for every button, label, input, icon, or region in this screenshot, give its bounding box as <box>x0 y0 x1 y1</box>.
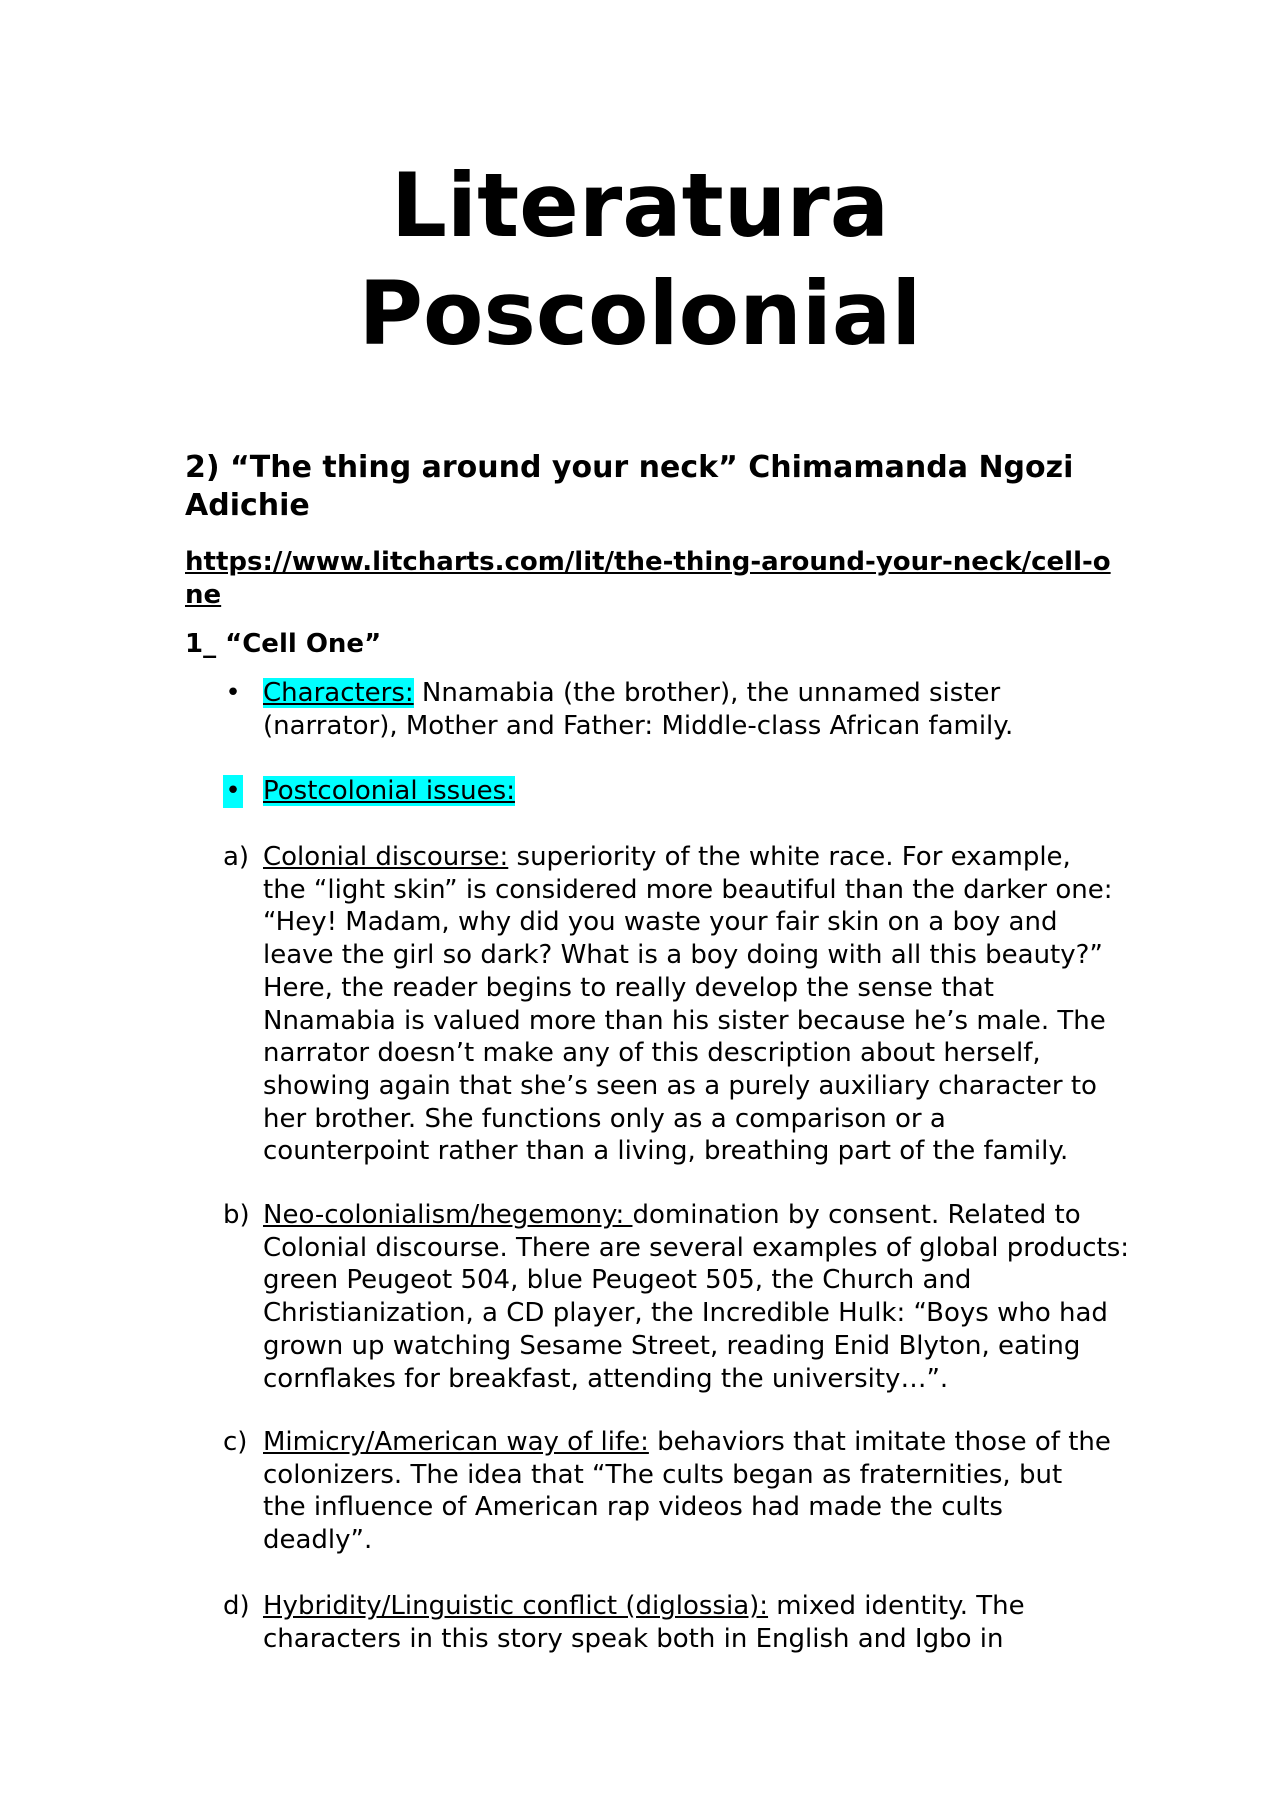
list-marker: d) <box>223 1591 250 1621</box>
list-item-b <box>185 1199 1130 1399</box>
list-item-text <box>263 1199 1133 1395</box>
item-body: superiority of the white race. For example, the “light skin” is considered more beautiful than the darker one: “Hey! Madam, why did you waste your fair skin on a boy and leave the girl so dark? What is a boy doing with all this beauty?” Here, the reader begins to really develop the sense that Nnamabia is valued more than his sister because he’s male. The narrator doesn’t make any of this description about herself, showing again that she’s seen as a purely auxiliary character to her brother. She functions only as a comparison or a counterpoint rather than a living, breathing part of the family. <box>263 842 1113 1167</box>
item-body: mixed identity. The characters in this story speak both in English and Igbo in <box>263 1591 1025 1654</box>
list-item-c <box>185 1426 1115 1566</box>
item-label: Hybridity/Linguistic conflict (diglossia): <box>263 1591 769 1621</box>
list-marker: b) <box>223 1200 250 1230</box>
item-label: Neo-colonialism/hegemony: <box>263 1200 633 1230</box>
characters-bullet <box>185 677 1115 747</box>
list-item-text <box>263 1590 1113 1655</box>
list-item-text <box>263 1426 1113 1557</box>
bullet-dot: • <box>225 678 241 708</box>
section-heading: 1_ “Cell One” <box>185 629 382 659</box>
source-link[interactable]: https://www.litcharts.com/lit/the-thing-around-your-neck/cell-one <box>185 547 1111 610</box>
postcolonial-bullet <box>185 775 1115 815</box>
item-body: behaviors that imitate those of the colonizers. The idea that “The cults began as fraternities, but the influence of American rap videos had made the cults deadly”. <box>263 1427 1111 1556</box>
list-marker: a) <box>223 842 250 872</box>
item-label: Colonial discourse: <box>263 842 509 872</box>
item-body: domination by consent. Related to Colonial discourse. There are several examples of global products: green Peugeot 504, blue Peugeot 505, the Church and Christianization, a CD player, the Incredible Hulk: “Boys who had grown up watching Sesame Street, reading Enid Blyton, eating cornflakes for breakfast, attending the university…”. <box>263 1200 1130 1394</box>
list-marker: c) <box>223 1427 248 1457</box>
title-line-1: Literatura <box>390 154 890 257</box>
list-item-text <box>263 841 1113 1168</box>
postcolonial-text <box>263 775 1113 808</box>
characters-description: Nnamabia (the brother), the unnamed sister (narrator), Mother and Father: Middle-class African family. <box>263 678 1014 741</box>
bullet-dot: • <box>223 775 243 808</box>
characters-text <box>263 677 1113 742</box>
page-title <box>0 152 1280 368</box>
story-heading: 2) “The thing around your neck” Chimamanda Ngozi Adichie <box>185 450 1074 523</box>
title-line-2: Poscolonial <box>358 262 922 365</box>
list-item-d <box>185 1590 1115 1660</box>
characters-label: Characters: <box>263 678 414 708</box>
item-label: Mimicry/American way of life: <box>263 1427 649 1457</box>
list-item-a <box>185 841 1115 1181</box>
postcolonial-label: Postcolonial issues: <box>263 776 515 806</box>
